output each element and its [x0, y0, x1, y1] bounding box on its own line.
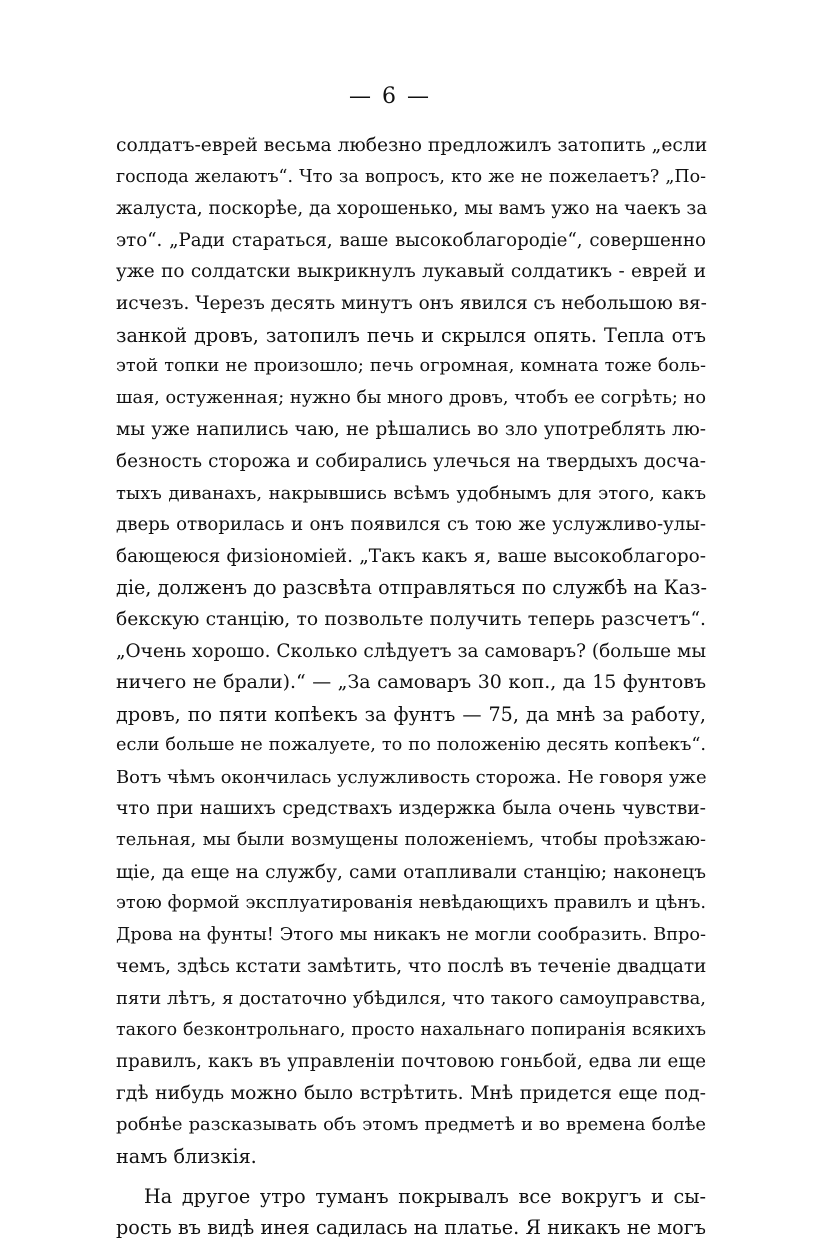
page-number: — 6 — [349, 84, 431, 109]
text-line: щіе, да еще на службу, сами отапливали станцію; наконецъ [116, 861, 706, 883]
text-line: тыхъ диванахъ, накрывшись всѣмъ удобнымъ для этого, какъ [116, 482, 706, 504]
text-line: гдѣ нибудь можно было встрѣтить. Мнѣ придется еще под- [116, 1082, 706, 1104]
text-line: чемъ, здѣсь кстати замѣтить, что послѣ въ теченіе двадцати [116, 956, 707, 978]
text-line: безность сторожа и собирались улечься на твердыхъ досча- [116, 450, 706, 472]
text-line: пяти лѣтъ, я достаточно убѣдился, что такого самоуправства, [116, 988, 706, 1010]
text-line: Дрова на фунты! Этого мы никакъ не могли сообразить. Впро- [116, 924, 706, 945]
text-line: ничего не брали).“ — „За самоваръ 30 коп., да 15 фунтовъ [116, 671, 706, 694]
text-line: робнѣе разсказывать объ этомъ предметѣ и во времена болѣе [116, 1114, 706, 1136]
text-line: „Очень хорошо. Сколько слѣдуетъ за самоваръ? (больше мы [116, 640, 706, 662]
text-line: На другое утро туманъ покрывалъ все вокругъ и сы- [144, 1184, 706, 1208]
text-line: если больше не пожалуете, то по положенію десять копѣекъ“. [116, 735, 706, 756]
paragraph-gap [116, 1173, 706, 1181]
text-line: уже по солдатски выкрикнулъ лукавый солдатикъ - еврей и [116, 261, 706, 283]
text-line: шая, остуженная; нужно бы много дровъ, чтобъ ее согрѣть; но [116, 387, 706, 408]
text-line: этою формой эксплуатированія невѣдающихъ правилъ и цѣнъ. [116, 893, 706, 914]
body-text [116, 130, 706, 1244]
paragraph-1 [116, 130, 706, 1173]
text-line: діе, долженъ до разсвѣта отправляться по службѣ на Каз- [116, 576, 707, 600]
text-line: что при нашихъ средствахъ издержка была очень чувстви- [116, 798, 706, 820]
text-line: бающеюся физіономіей. „Такъ какъ я, ваше высокоблагоро- [116, 545, 706, 567]
text-line: тельная, мы были возмущены положеніемъ, чтобы проѣзжаю- [116, 830, 706, 851]
text-line: этой топки не произошло; печь огромная, комната тоже боль- [116, 356, 706, 377]
text-line: намъ близкія. [116, 1145, 257, 1168]
text-line: рость въ видѣ инея садилась на платье. Я никакъ не могъ [116, 1216, 706, 1240]
text-line: бекскую станцію, то позвольте получить теперь разсчетъ“. [116, 608, 706, 630]
text-line: такого безконтрольнаго, просто нахальнаго попиранія всякихъ [116, 1019, 706, 1040]
text-line: занкой дровъ, затопилъ печь и скрылся опять. Тепла отъ [116, 323, 706, 347]
text-line: жалуста, поскорѣе, да хорошенько, мы вамъ ужо на чаекъ за [116, 198, 708, 220]
text-line: мы уже напились чаю, не рѣшались во зло употреблять лю- [116, 419, 706, 441]
text-line: дровъ, по пяти копѣекъ за фунтъ — 75, да мнѣ за работу, [116, 702, 706, 726]
text-line: исчезъ. Черезъ десять минутъ онъ явился съ небольшою вя- [116, 292, 707, 314]
text-line: это“. „Ради стараться, ваше высокоблагородіе“, совершенно [116, 229, 706, 251]
text-line: правилъ, какъ въ управленіи почтовою гоньбой, едва ли еще [116, 1051, 706, 1073]
text-line: господа желаютъ“. Что за вопросъ, кто же не пожелаетъ? „По- [116, 166, 706, 187]
text-line: дверь отворилась и онъ появился съ тою же услужливо-улы- [116, 514, 706, 536]
paragraph-2 [116, 1181, 706, 1244]
text-line: Вотъ чѣмъ окончилась услужливость сторожа. Не говоря уже [116, 766, 707, 788]
text-line: солдатъ-еврей весьма любезно предложилъ затопить „если [116, 135, 708, 156]
